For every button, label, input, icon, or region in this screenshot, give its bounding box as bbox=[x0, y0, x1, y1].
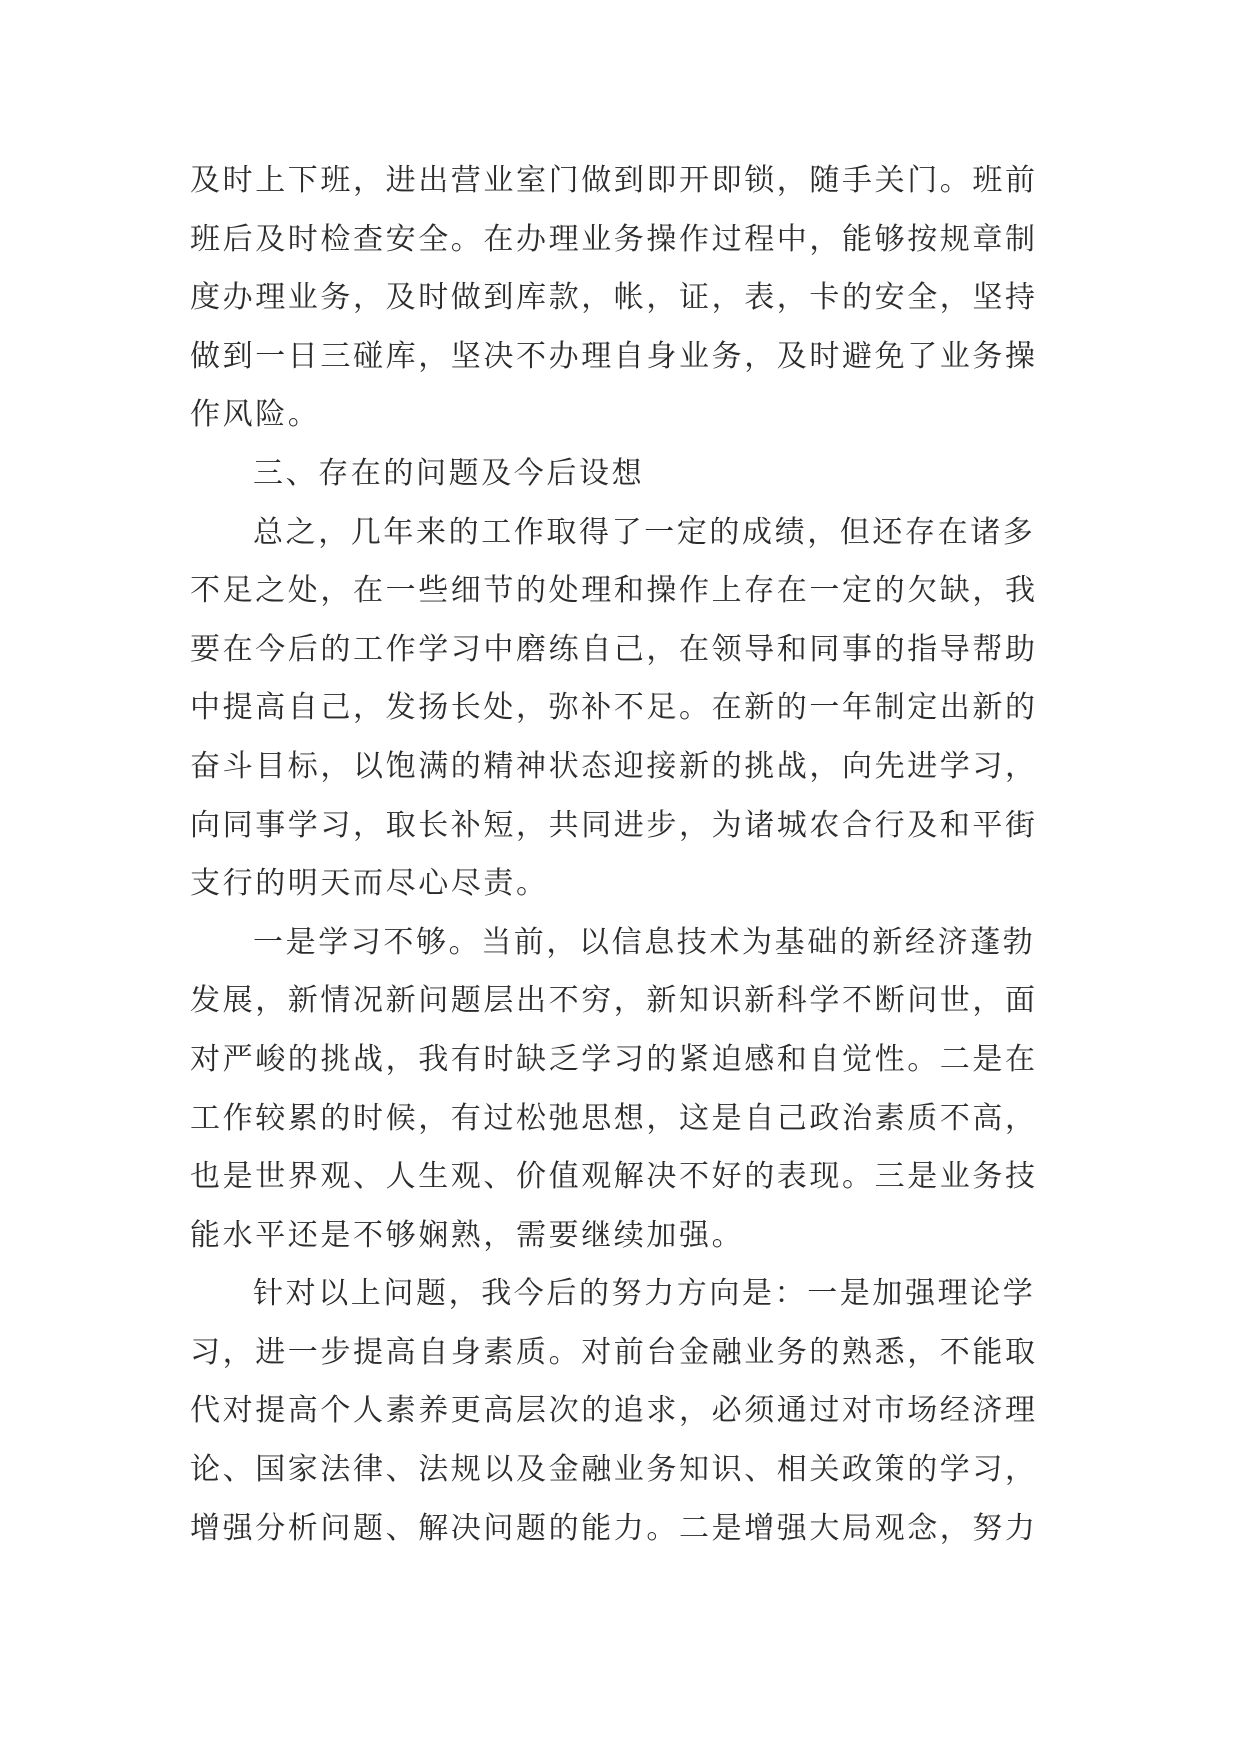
text-line: 中提高自己，发扬长处，弥补不足。在新的一年制定出新的 bbox=[190, 690, 1038, 726]
text-line: 支行的明天而尽心尽责。 bbox=[190, 866, 549, 902]
text-line: 一是学习不够。当前，以信息技术为基础的新经济蓬勃 bbox=[253, 924, 1036, 960]
text-line: 度办理业务，及时做到库款，帐，证，表，卡的安全，坚持 bbox=[190, 280, 1038, 316]
text-line: 发展，新情况新问题层出不穷，新知识新科学不断问世，面 bbox=[190, 983, 1038, 1019]
text-line: 不足之处，在一些细节的处理和操作上存在一定的欠缺，我 bbox=[190, 573, 1038, 609]
text-line: 班后及时检查安全。在办理业务操作过程中，能够按规章制 bbox=[190, 221, 1038, 257]
text-line: 总之，几年来的工作取得了一定的成绩，但还存在诸多 bbox=[253, 514, 1036, 550]
text-line: 也是世界观、人生观、价值观解决不好的表现。三是业务技 bbox=[190, 1159, 1038, 1195]
text-line: 向同事学习，取长补短，共同进步，为诸城农合行及和平街 bbox=[190, 807, 1038, 843]
text-line: 奋斗目标，以饱满的精神状态迎接新的挑战，向先进学习， bbox=[190, 748, 1038, 784]
text-line: 要在今后的工作学习中磨练自己，在领导和同事的指导帮助 bbox=[190, 631, 1038, 667]
text-line: 增强分析问题、解决问题的能力。二是增强大局观念，努力 bbox=[190, 1510, 1038, 1546]
text-line: 及时上下班，进出营业室门做到即开即锁，随手关门。班前 bbox=[190, 163, 1038, 198]
text-line: 对严峻的挑战，我有时缺乏学习的紧迫感和自觉性。二是在 bbox=[190, 1041, 1038, 1077]
text-line: 代对提高个人素养更高层次的追求，必须通过对市场经济理 bbox=[190, 1393, 1038, 1429]
text-line: 习，进一步提高自身素质。对前台金融业务的熟悉，不能取 bbox=[190, 1334, 1038, 1370]
section-heading: 三、存在的问题及今后设想 bbox=[253, 455, 645, 491]
text-line: 能水平还是不够娴熟，需要继续加强。 bbox=[190, 1217, 745, 1253]
text-line: 论、国家法律、法规以及金融业务知识、相关政策的学习， bbox=[190, 1452, 1038, 1488]
text-line: 工作较累的时候，有过松弛思想，这是自己政治素质不高， bbox=[190, 1100, 1038, 1136]
text-line: 针对以上问题，我今后的努力方向是：一是加强理论学 bbox=[253, 1276, 1036, 1312]
text-line: 作风险。 bbox=[190, 397, 321, 433]
document-body bbox=[190, 152, 1052, 1558]
text-line: 做到一日三碰库，坚决不办理自身业务，及时避免了业务操 bbox=[190, 338, 1038, 374]
